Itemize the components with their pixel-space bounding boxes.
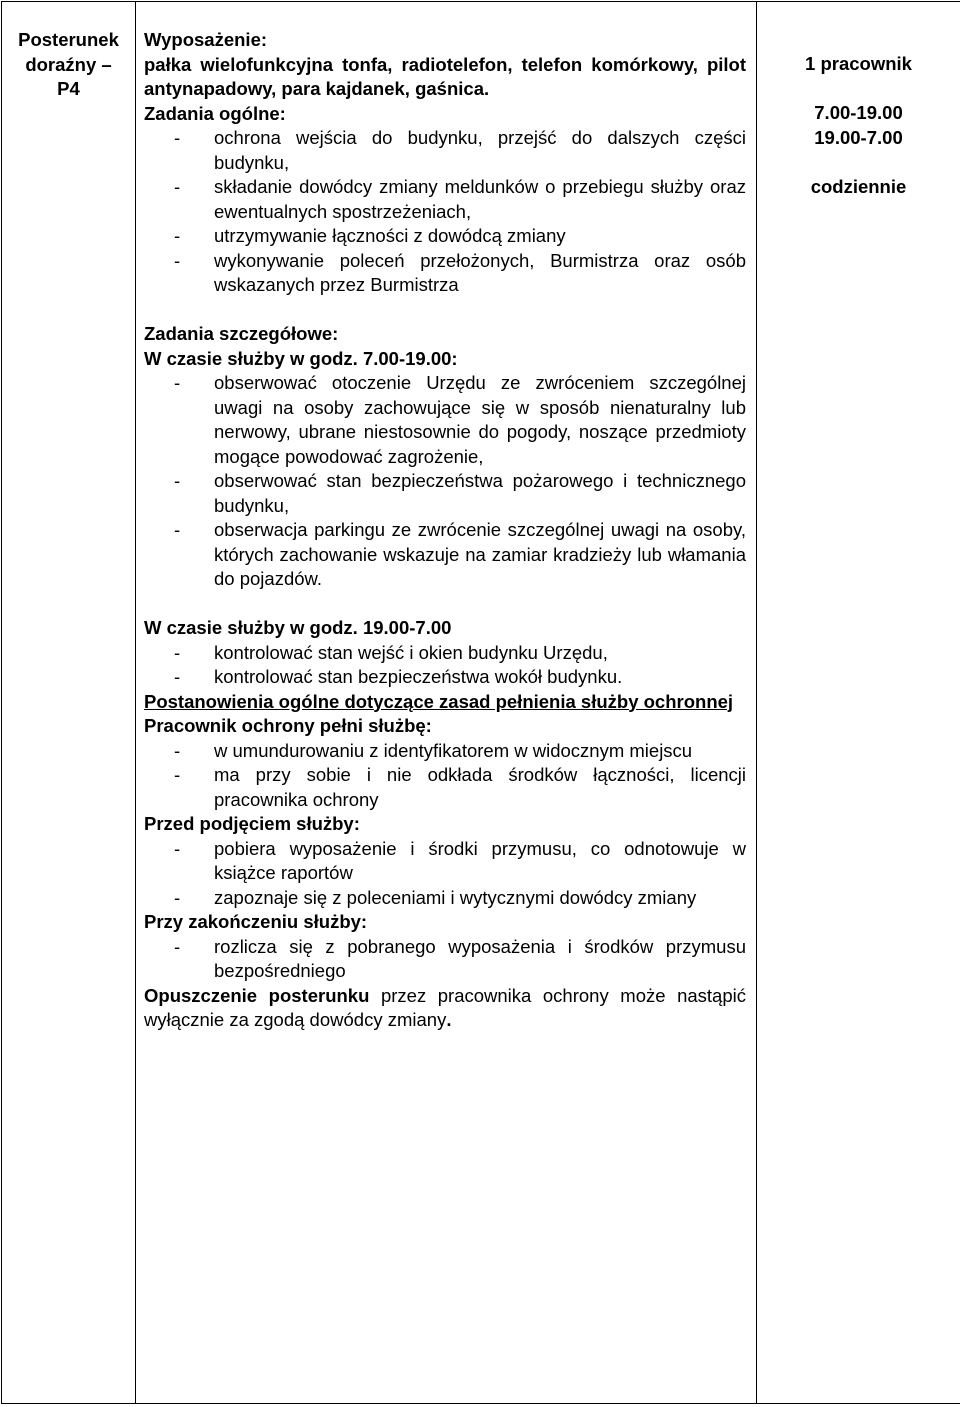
list-item: - rozlicza się z pobranego wyposażenia i środków przymusu bezpośredniego (174, 935, 746, 981)
before-duty-heading: Przed podjęciem służby: (144, 813, 360, 834)
shift-day: 7.00-19.00 (814, 102, 903, 123)
list-item: - obserwować otoczenie Urzędu ze zwróceniem szczególnej uwagi na osoby zachowujące się w sposób nienaturalny lub nerwowy, ubrane niestosownie do pogody, noszące przedmioty mogące powodować zagrożenie, (174, 372, 746, 467)
list-item: - ochrona wejścia do budynku, przejść do dalszych części budynku, (174, 127, 746, 173)
night-shift-heading: W czasie służby w godz. 19.00-7.00 (144, 617, 452, 638)
equipment-heading: Wyposażenie: (144, 29, 268, 50)
leave-post-bold: Opuszczenie posterunku (144, 984, 370, 1006)
list-item: - w umundurowaniu z identyfikatorem w widocznym miejscu (174, 739, 693, 761)
duties-content (136, 2, 756, 1033)
list-item: - utrzymywanie łączności z dowódcą zmiany (174, 225, 566, 246)
end-duty-heading: Przy zakończeniu służby: (144, 911, 368, 932)
provisions-heading: Postanowienia ogólne dotyczące zasad pełnienia służby ochronnej (144, 690, 734, 712)
list-item: - pobiera wyposażenie i środki przymusu, co odnotowuje w książce raportów (174, 837, 746, 883)
detailed-tasks-heading: Zadania szczegółowe: (144, 323, 339, 344)
post-name: Posterunek doraźny – P4 (18, 29, 119, 99)
list-item: - wykonywanie poleceń przełożonych, Burmistrza oraz osób wskazanych przez Burmistrza (174, 249, 746, 295)
frequency: codziennie (810, 175, 907, 197)
list-item: - kontrolować stan bezpieczeństwa wokół budynku. (174, 666, 623, 687)
leave-post-text: przez pracownika ochrony może nastąpić wyłącznie za zgodą dowódcy zmiany (144, 984, 746, 1030)
schedule-cell (757, 2, 960, 1404)
list-item: - składanie dowódcy zmiany meldunków o przebiegu służby oraz ewentualnych spostrzeżeniach, (174, 176, 746, 222)
leave-post-end: . (446, 1009, 452, 1030)
general-tasks-heading: Zadania ogólne: (144, 102, 286, 124)
equipment-text: pałka wielofunkcyjna tonfa, radiotelefon, telefon komórkowy, pilot antynapadowy, para kajdanek, gaśnica. (144, 53, 746, 99)
list-item: - ma przy sobie i nie odkłada środków łączności, licencji pracownika ochrony (174, 764, 746, 810)
duty-heading: Pracownik ochrony pełni służbę: (144, 715, 432, 736)
duties-cell (136, 2, 757, 1404)
list-item: - obserwacja parkingu ze zwrócenie szczególnej uwagi na osoby, których zachowanie wskazuje na zamiar kradzieży lub włamania do pojazdów. (174, 519, 746, 589)
table-row (2, 2, 960, 1404)
schedule-content (757, 2, 960, 199)
leave-post-paragraph (144, 984, 746, 1033)
duty-table (1, 1, 960, 1404)
workers-count: 1 pracownik (805, 53, 912, 74)
shift-night: 19.00-7.00 (814, 126, 903, 148)
list-item: - zapoznaje się z poleceniami i wytycznymi dowódcy zmiany (174, 886, 697, 908)
list-item: - obserwować stan bezpieczeństwa pożarowego i technicznego budynku, (174, 470, 746, 516)
day-shift-heading: W czasie służby w godz. 7.00-19.00: (144, 347, 458, 369)
post-cell (2, 2, 136, 1404)
list-item: - kontrolować stan wejść i okien budynku Urzędu, (174, 641, 608, 663)
